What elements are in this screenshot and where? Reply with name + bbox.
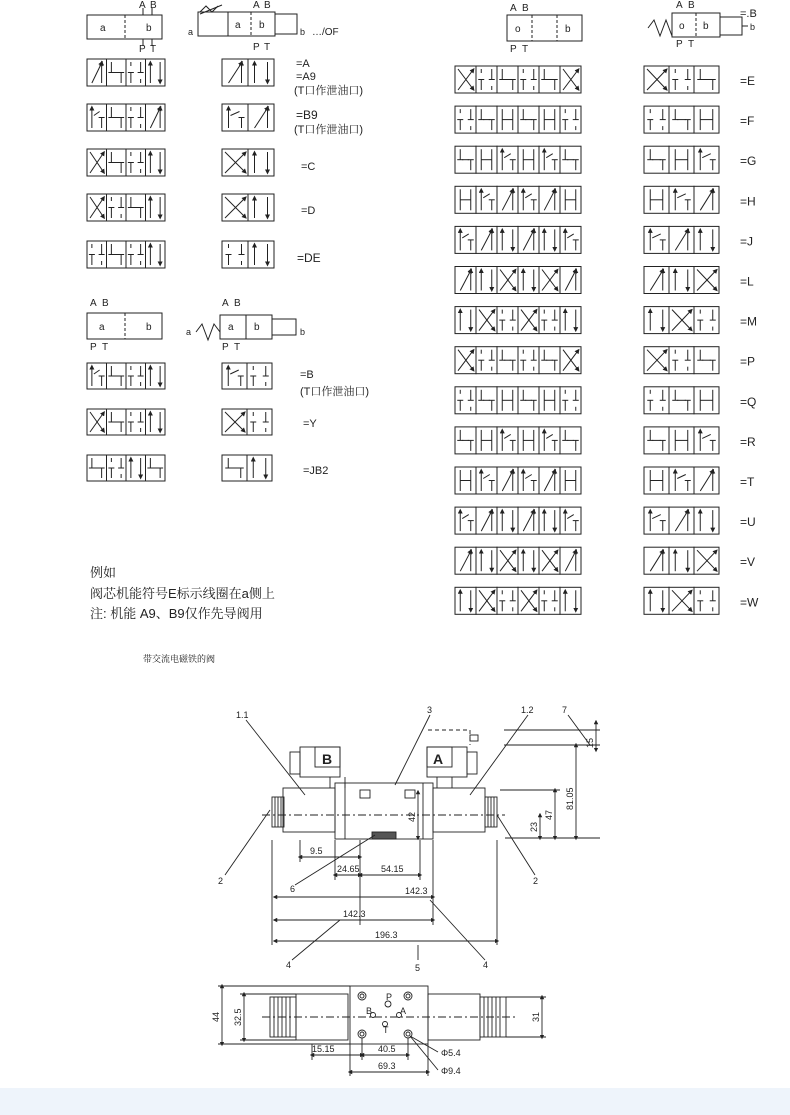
note-B9: (T口作泄油口): [294, 124, 364, 136]
pos-a-label: a: [100, 23, 106, 34]
valve-header-left-2: [198, 5, 297, 36]
top-port-t: T: [383, 1025, 389, 1035]
part-3: 3: [427, 705, 433, 715]
pos-b-right: b: [565, 24, 571, 35]
right-short-row-10: [644, 467, 719, 494]
right-long-row-11: [455, 507, 581, 534]
valve-header-right-2: [648, 13, 748, 37]
top-port-b: B: [366, 1006, 373, 1016]
left1-short-row-1: [222, 104, 274, 131]
coil-b-label: B: [322, 751, 333, 767]
note-line2: 注: 机能 A9、B9仅作先导阀用: [90, 606, 263, 621]
right-long-row-13: [455, 587, 581, 614]
part-6: 6: [290, 884, 296, 894]
right-short-row-0: [644, 66, 719, 93]
pos-a-g2c: a: [186, 327, 192, 337]
right-long-row-5: [455, 267, 581, 294]
dim-15: 15: [585, 737, 595, 748]
left1-long-row-4: [87, 241, 165, 268]
right-label-P: =P: [740, 354, 756, 369]
left1-short-row-0: [222, 59, 274, 86]
pos-b-g2c: b: [300, 327, 306, 337]
dim-142-3b: 142.3: [343, 909, 366, 919]
right-long-row-9: [455, 427, 581, 454]
right-label-R: =R: [740, 434, 756, 449]
part-2a: 2: [218, 876, 224, 886]
port-t-g2: T: [102, 342, 109, 353]
label-Y: =Y: [303, 418, 317, 430]
right-short-row-1: [644, 106, 719, 133]
left2-long-row-2: [87, 455, 165, 481]
pos-a-g2: a: [99, 322, 105, 333]
port-a-right-2: A: [676, 0, 683, 11]
right-label-L: =L: [740, 274, 754, 289]
right-short-row-12: [644, 547, 719, 574]
right-label-U: =U: [740, 515, 756, 530]
right-label-Q: =Q: [740, 394, 757, 409]
dim-9-5: 9.5: [310, 846, 323, 856]
coil-a-label: A: [433, 751, 444, 767]
right-label-J: =J: [740, 234, 754, 249]
label-D: =D: [301, 205, 316, 217]
note-line1: 阀芯机能符号E标示线圈在a侧上: [90, 586, 275, 601]
right-short-row-8: [644, 387, 719, 414]
left1-short-row-4: [222, 241, 274, 268]
port-b-right: B: [522, 3, 529, 14]
top-port-a: A: [400, 1006, 407, 1016]
part-1-1: 1.1: [236, 710, 249, 720]
port-a-g2: A: [90, 298, 97, 309]
right-short-row-3: [644, 186, 719, 213]
right-label-H: =H: [740, 194, 756, 209]
part-1-2: 1.2: [521, 705, 534, 715]
label-C: =C: [301, 161, 316, 173]
right-short-row-13: [644, 587, 719, 614]
dim-24-65: 24.65: [337, 864, 360, 874]
port-b-g2b: B: [234, 298, 241, 309]
right-long-row-6: [455, 307, 581, 334]
right-long-row-4: [455, 226, 581, 253]
pos-o-right-2: o: [679, 21, 685, 32]
right-short-row-5: [644, 267, 719, 294]
left1-long-row-2: [87, 149, 165, 176]
left1-long-row-1: [87, 104, 165, 131]
dim-40-5: 40.5: [378, 1044, 396, 1054]
port-b2: B: [264, 0, 271, 11]
port-a-right: A: [510, 3, 517, 14]
label-A9: =A9: [296, 71, 316, 83]
port-p2: P: [253, 42, 260, 53]
port-p-label: P: [139, 44, 146, 55]
port-p-right-2: P: [676, 39, 683, 50]
port-b-right-2: B: [688, 0, 695, 11]
valve-side-view: [225, 715, 600, 960]
port-a-g2b: A: [222, 298, 229, 309]
note-example: 例如: [90, 565, 117, 580]
right-long-row-12: [455, 547, 581, 574]
port-t-g2b: T: [234, 342, 241, 353]
port-a2: A: [253, 0, 260, 11]
left1-long-row-3: [87, 194, 165, 221]
dim-44: 44: [211, 1011, 221, 1022]
part-7: 7: [562, 705, 568, 715]
dim-69-3: 69.3: [378, 1061, 396, 1071]
right-label-M: =M: [740, 314, 758, 329]
right-label-E: =E: [740, 74, 756, 88]
note-B: (T口作泄油口): [300, 386, 370, 398]
port-t-right: T: [522, 44, 529, 55]
left1-short-row-3: [222, 194, 274, 221]
part-2b: 2: [533, 876, 539, 886]
right-short-row-4: [644, 226, 719, 253]
pos-b-label: b: [146, 23, 152, 34]
right-short-row-6: [644, 307, 719, 334]
pos-o-label: o: [515, 24, 521, 35]
right-long-row-7: [455, 347, 581, 374]
port-p-g2: P: [90, 342, 97, 353]
right-short-row-9: [644, 427, 719, 454]
right-short-row-7: [644, 347, 719, 374]
left1-long-row-0: [87, 59, 165, 86]
port-t-right-2: T: [688, 39, 695, 50]
footer-band: [0, 1088, 790, 1115]
port-b-label: B: [150, 0, 157, 11]
label-B: =B: [300, 369, 314, 381]
dim-23: 23: [529, 821, 539, 832]
label-JB2: =JB2: [303, 465, 329, 477]
dim-196-3: 196.3: [375, 930, 398, 940]
port-p-right: P: [510, 44, 517, 55]
pos-b-right-2: b: [703, 21, 709, 32]
right-label-W: =W: [740, 595, 759, 610]
label-DE: =DE: [297, 251, 321, 265]
dim-47: 47: [544, 809, 554, 820]
dim-32-5: 32.5: [233, 1008, 243, 1026]
eq-b-top: =.B: [740, 8, 757, 20]
right-label-G: =G: [740, 154, 757, 169]
dim-54-15: 54.15: [381, 864, 404, 874]
part-5: 5: [415, 963, 421, 973]
pos-b-label-3: b: [259, 20, 265, 31]
port-t2: T: [264, 42, 271, 53]
pos-a-label-3: a: [235, 20, 241, 31]
dim-142-3a: 142.3: [405, 886, 428, 896]
label-A: =A: [296, 58, 310, 70]
pos-b-g2d: b: [254, 322, 260, 333]
right-long-row-0: [455, 66, 581, 93]
right-label-T: =T: [740, 475, 755, 489]
part-4a: 4: [286, 960, 292, 970]
right-label-F: =F: [740, 114, 755, 129]
port-b-g2: B: [102, 298, 109, 309]
port-a-label: A: [139, 0, 146, 11]
pos-b-right-3: b: [750, 22, 756, 32]
suffix-of: …/OF: [312, 27, 339, 38]
label-B9: =B9: [296, 108, 318, 122]
right-long-row-2: [455, 146, 581, 173]
left2-long-row-1: [87, 409, 165, 435]
right-long-row-3: [455, 186, 581, 213]
dim-15-15: 15.15: [312, 1044, 335, 1054]
right-long-row-1: [455, 106, 581, 133]
top-port-p: P: [386, 992, 393, 1002]
right-label-V: =V: [740, 555, 756, 570]
pos-a-g2d: a: [228, 322, 234, 333]
dim-phi5-4: Φ5.4: [441, 1048, 461, 1058]
left2-short-row-1: [222, 409, 272, 435]
pos-a-label-2: a: [188, 27, 194, 37]
left2-short-row-0: [222, 363, 272, 389]
right-short-row-11: [644, 507, 719, 534]
dim-phi9-4: Φ9.4: [441, 1066, 461, 1076]
dim-81-05: 81.05: [565, 787, 575, 810]
port-t-label: T: [150, 44, 157, 55]
left2-long-row-0: [87, 363, 165, 389]
left1-short-row-2: [222, 149, 274, 176]
right-long-row-10: [455, 467, 581, 494]
right-long-row-8: [455, 387, 581, 414]
valve-header-left-3: [87, 313, 296, 340]
pos-b-g2: b: [146, 322, 152, 333]
pos-b-label-2: b: [300, 27, 306, 37]
part-4b: 4: [483, 960, 489, 970]
dim-42: 42: [407, 811, 417, 822]
right-short-row-2: [644, 146, 719, 173]
drawing-title: 带交流电磁铁的阀: [143, 654, 216, 664]
dim-31: 31: [531, 1011, 541, 1022]
note-A9: (T口作泄油口): [294, 85, 364, 97]
port-p-g2b: P: [222, 342, 229, 353]
left2-short-row-2: [222, 455, 272, 481]
